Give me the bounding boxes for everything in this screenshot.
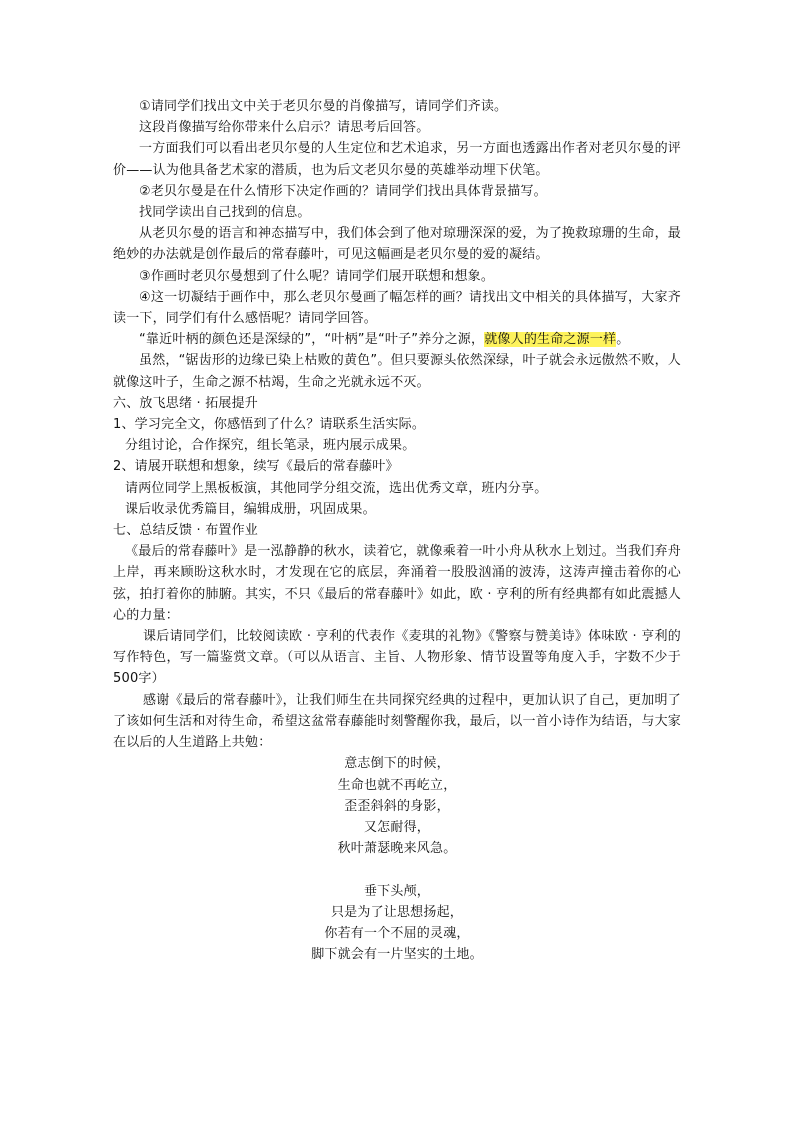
paragraph: ①请同学们找出文中关于老贝尔曼的肖像描写，请同学们齐读。 bbox=[139, 99, 508, 114]
poem-line: 歪歪斜斜的身影， bbox=[344, 798, 450, 814]
paragraph: 这段肖像描写给你带来什么启示？请思考后回答。 bbox=[139, 120, 430, 136]
section-heading-7: 七、总结反馈 · 布置作业 bbox=[113, 523, 258, 539]
quote-text: “靠近叶柄的颜色还是深绿的”，“叶柄”是“叶子”养分之源， bbox=[139, 332, 485, 348]
poem bbox=[113, 753, 681, 965]
paragraph: 虽然，“锯齿形的边缘已染上枯败的黄色”。但只要源头依然深绿，叶子就会永远傲然不败，人就像这叶子，生命之源不枯竭，生命之光就永远不灭。 bbox=[113, 353, 681, 390]
poem-line: 秋叶萧瑟晚来风急。 bbox=[337, 841, 457, 857]
paragraph: 《最后的常春藤叶》是一泓静静的秋水，读着它，就像乘着一叶小舟从秋水上划过。当我们弃舟上岸，再来顾盼这秋水时，才发现在它的底层，奔涌着一股股汹涌的波涛，这涛声撞击着你的心弦，拍打着你的肺腑。其实，不只《最后的常春藤叶》如此，欧 · 亨利的所有经典都有如此震撼人心的力量： bbox=[113, 544, 681, 623]
paragraph: ④这一切凝结于画作中，那么老贝尔曼画了幅怎样的画？请找出文中相关的具体描写，大家齐读一下，同学们有什么感悟呢？请同学回答。 bbox=[113, 289, 681, 327]
paragraph: 一方面我们可以看出老贝尔曼的人生定位和艺术追求，另一方面也透露出作者对老贝尔曼的评价——认为他具备艺术家的潜质，也为后文老贝尔曼的英雄举动埋下伏笔。 bbox=[113, 141, 681, 178]
period: 。 bbox=[616, 332, 630, 348]
section-heading-6: 六、放飞思绪 · 拓展提升 bbox=[113, 395, 258, 411]
poem-line: 垂下头颅， bbox=[363, 883, 430, 899]
list-item: 2、请展开联想和想象，续写《最后的常春藤叶》 bbox=[113, 459, 399, 475]
paragraph: 从老贝尔曼的语言和神态描写中，我们体会到了他对琼珊深深的爱，为了挽救琼珊的生命，最绝妙的办法就是创作最后的常春藤叶，可见这幅画是老贝尔曼的爱的凝结。 bbox=[113, 226, 681, 263]
poem-line: 脚下就会有一片坚实的土地。 bbox=[311, 947, 483, 963]
paragraph: 课后请同学们，比较阅读欧 · 亨利的代表作《麦琪的礼物》《警察与赞美诗》体味欧 · 亨利的写作特色，写一篇鉴赏文章。（可以从语言、主旨、人物形象、情节设置等角度入手，字数不少于 500字） bbox=[113, 629, 681, 687]
paragraph: ②老贝尔曼是在什么情形下决定作画的？请同学们找出具体背景描写。 bbox=[139, 183, 547, 199]
paragraph bbox=[113, 329, 681, 350]
paragraph: 找同学读出自己找到的信息。 bbox=[139, 205, 311, 221]
paragraph: 请两位同学上黑板板演，其他同学分组交流，选出优秀文章，班内分享。 bbox=[125, 480, 548, 496]
paragraph: 感谢《最后的常春藤叶》，让我们师生在共同探究经典的过程中，更加认识了自己，更加明了了该如何生活和对待生命，希望这盆常春藤能时刻警醒你我，最后，以一首小诗作为结语，与大家在以后的人生道路上共勉： bbox=[113, 692, 681, 751]
poem-line: 意志倒下的时候， bbox=[344, 756, 450, 772]
poem-line: 生命也就不再屹立， bbox=[337, 777, 457, 793]
poem-line: 只是为了让思想扬起， bbox=[330, 904, 463, 920]
list-item: 1、学习完全文，你感悟到了什么？请联系生活实际。 bbox=[113, 417, 426, 433]
paragraph: 分组讨论，合作探究，组长笔录，班内展示成果。 bbox=[125, 438, 416, 454]
document-body bbox=[113, 96, 681, 965]
highlighted-text: 就像人的生命之源一样 bbox=[484, 332, 617, 348]
paragraph: 课后收录优秀篇目，编辑成册，巩固成果。 bbox=[125, 501, 376, 517]
paragraph: ③作画时老贝尔曼想到了什么呢？请同学们展开联想和想象。 bbox=[139, 268, 495, 284]
poem-line: 你若有一个不屈的灵魂， bbox=[324, 925, 470, 941]
poem-line: 又怎耐得， bbox=[363, 819, 430, 835]
stanza-break bbox=[113, 859, 681, 880]
